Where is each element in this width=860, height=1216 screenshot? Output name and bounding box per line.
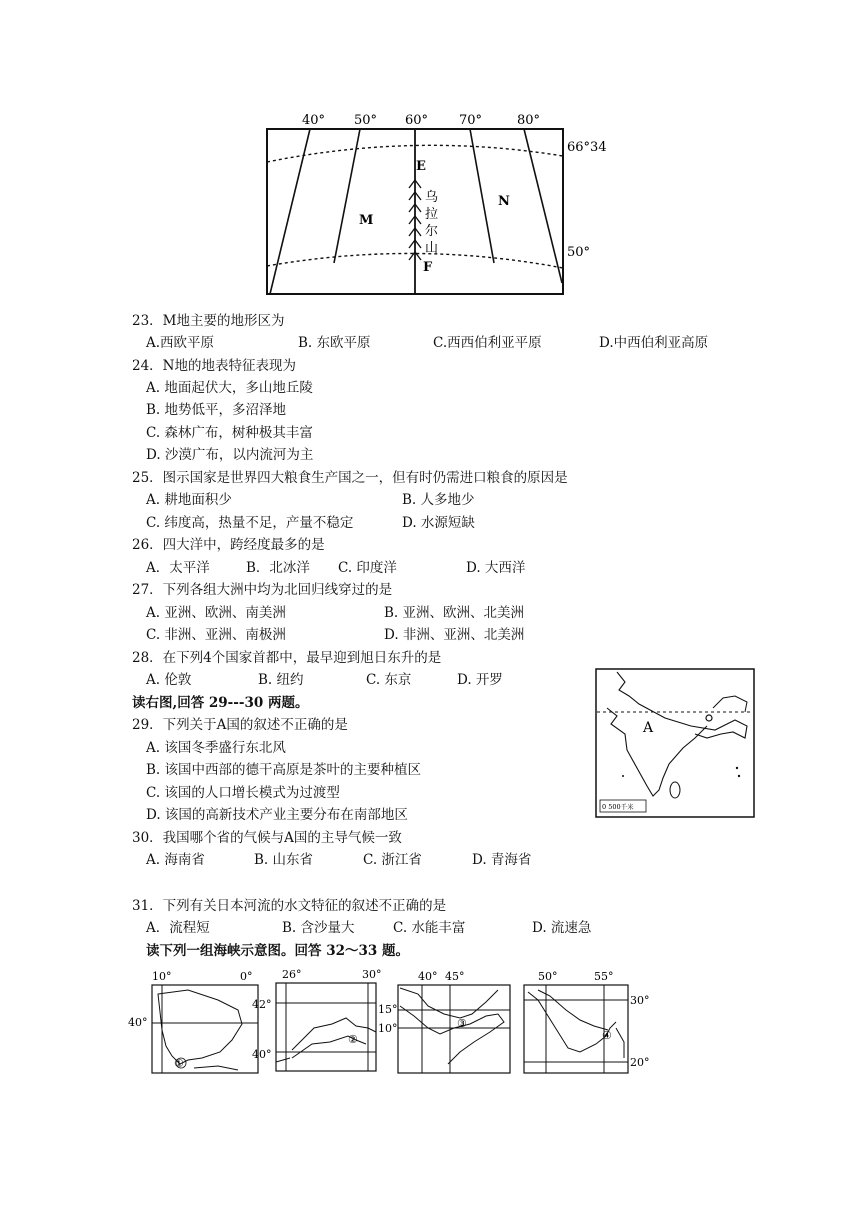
q30-option-b[interactable]: B. 山东省 [254,852,314,868]
q23-stem: 23．M地主要的地形区为 [132,313,285,329]
q31-option-c[interactable]: C. 水能丰富 [393,920,466,936]
ural-map-figure [262,108,622,300]
q25-option-a[interactable]: A. 耕地面积少 [146,492,232,508]
q31-option-a[interactable]: A．流程短 [146,920,210,936]
q24-option-d[interactable]: D. 沙漠广布，以内流河为主 [146,447,314,463]
region-n-label: N [498,194,510,209]
q24-stem: 24．N地的地表特征表现为 [132,358,296,374]
mountain-name-char-1: 乌 [425,190,439,205]
strait4-marker: ④ [602,1029,612,1042]
mountain-name-char-3: 尔 [425,224,439,239]
strait1-label-10: 10° [152,970,172,983]
q23-option-c[interactable]: C.西西伯利亚平原 [433,335,542,351]
lon-label-40: 40° [302,113,326,128]
strait4-label-50: 50° [538,970,558,983]
q26-option-a[interactable]: A．太平洋 [146,560,210,576]
q27-option-c[interactable]: C. 非洲、亚洲、南极洲 [146,627,286,643]
q23-option-b[interactable]: B. 东欧平原 [298,335,371,351]
strait2-label-42: 42° [252,998,272,1011]
strait2-marker: ② [348,1033,358,1046]
mountain-name-char-4: 山 [425,241,439,256]
q27-stem: 27．下列各组大洲中均为北回归线穿过的是 [132,582,393,598]
strait3-label-40: 40° [418,970,438,983]
strait3-label-10: 10° [378,1022,398,1035]
india-label-a: A [643,720,654,736]
point-f-label: F [423,260,433,275]
lon-label-60: 60° [405,113,429,128]
q27-option-a[interactable]: A. 亚洲、欧洲、南美洲 [146,605,286,621]
lat-label-66: 66°34 [567,140,607,155]
lon-label-80: 80° [517,113,541,128]
q30-stem: 30．我国哪个省的气候与A国的主导气候一致 [132,830,402,846]
q26-stem: 26．四大洋中，跨经度最多的是 [132,537,325,553]
strait-map-4 [520,966,670,1078]
strait2-label-26: 26° [282,968,302,981]
strait3-label-15: 15° [378,1003,398,1016]
q29-option-d[interactable]: D. 该国的高新技术产业主要分布在南部地区 [146,807,408,823]
q28-option-c[interactable]: C. 东京 [366,672,412,688]
q28-option-b[interactable]: B. 纽约 [258,672,304,688]
q30-option-c[interactable]: C. 浙江省 [363,852,422,868]
region-m-label: M [359,213,374,228]
q29-stem: 29．下列关于A国的叙述不正确的是 [132,717,348,733]
strait4-label-30: 30° [630,994,650,1007]
q24-option-b[interactable]: B. 地势低平，多沼泽地 [146,402,287,418]
strait3-label-45: 45° [445,970,465,983]
lon-label-50: 50° [354,113,378,128]
q29-option-c[interactable]: C. 该国的人口增长模式为过渡型 [146,785,340,801]
lat-label-50: 50° [567,245,591,260]
strait1-label-40: 40° [128,1016,148,1029]
strait1-label-0: 0° [240,970,253,983]
q29-option-b[interactable]: B. 该国中西部的德干高原是茶叶的主要种植区 [146,762,422,778]
q28-option-a[interactable]: A. 伦敦 [146,672,192,688]
q31-option-b[interactable]: B. 含沙量大 [282,920,355,936]
strait2-label-30: 30° [362,968,382,981]
q28-option-d[interactable]: D. 开罗 [457,672,503,688]
q28-stem: 28．在下列4个国家首都中，最早迎到旭日东升的是 [132,650,442,666]
strait-map-2 [252,966,392,1078]
q29-option-a[interactable]: A. 该国冬季盛行东北风 [146,740,286,756]
q25-option-c[interactable]: C. 纬度高，热量不足，产量不稳定 [146,515,354,531]
strait2-label-40: 40° [252,1048,272,1061]
point-e-label: E [416,159,426,174]
q31-stem: 31．下列有关日本河流的水文特征的叙述不正确的是 [132,898,447,914]
q24-option-a[interactable]: A. 地面起伏大，多山地丘陵 [146,380,313,396]
q30-option-d[interactable]: D. 青海省 [472,852,532,868]
q27-option-d[interactable]: D. 非洲、亚洲、北美洲 [384,627,525,643]
q25-stem: 25．图示国家是世界四大粮食生产国之一，但有时仍需进口粮食的原因是 [132,470,568,486]
q27-option-b[interactable]: B. 亚洲、欧洲、北美洲 [384,605,525,621]
mountain-name-char-2: 拉 [425,207,439,222]
india-map-figure [595,668,755,818]
q26-option-d[interactable]: D. 大西洋 [466,560,526,576]
q26-option-b[interactable]: B．北冰洋 [246,560,310,576]
strait-map-1 [128,966,263,1078]
strait-map-3 [378,966,518,1078]
strait3-marker: ③ [457,1017,467,1030]
q24-option-c[interactable]: C. 森林广布，树种极其丰富 [146,425,313,441]
q23-option-d[interactable]: D.中西伯利亚高原 [599,335,709,351]
instruction-29-30: 读右图,回答 29---30 两题。 [132,695,309,711]
strait1-marker: ① [174,1057,184,1070]
q26-option-c[interactable]: C. 印度洋 [338,560,397,576]
india-scale-label: 0 500千米 [602,803,634,811]
lon-label-70: 70° [459,113,483,128]
q31-option-d[interactable]: D. 流速急 [532,920,592,936]
q30-option-a[interactable]: A. 海南省 [146,852,205,868]
instruction-32-33: 读下列一组海峡示意图。回答 32～33 题。 [146,943,409,959]
q23-option-a[interactable]: A.西欧平原 [146,335,215,351]
strait4-label-20: 20° [630,1056,650,1069]
strait4-label-55: 55° [594,970,614,983]
q25-option-d[interactable]: D. 水源短缺 [402,515,475,531]
q25-option-b[interactable]: B. 人多地少 [402,492,475,508]
